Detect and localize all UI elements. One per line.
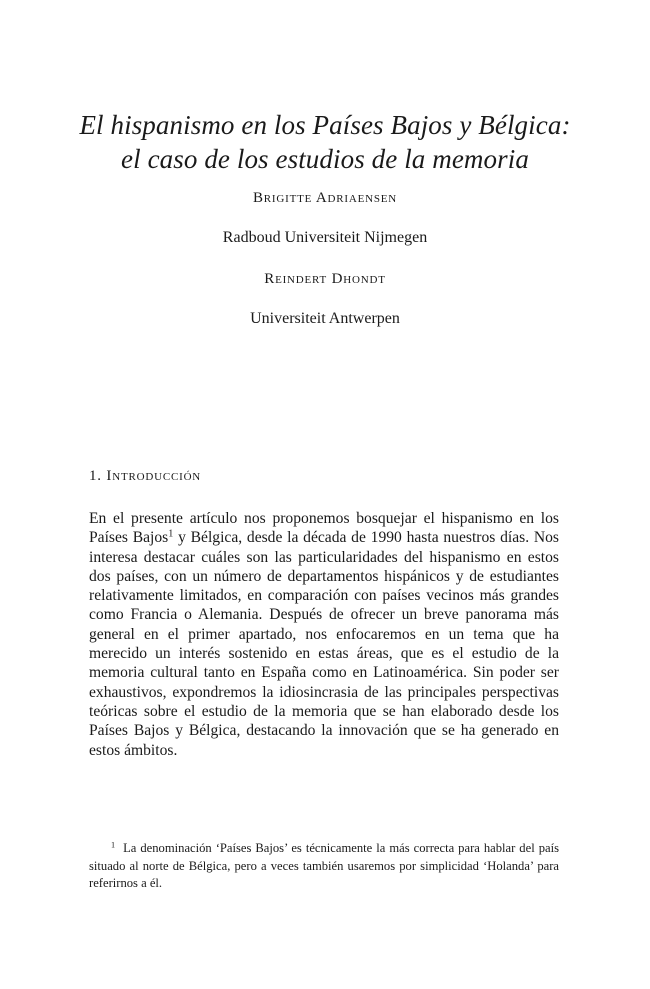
footnote-marker: 1 bbox=[111, 840, 116, 850]
article-title-line-2: el caso de los estudios de la memoria bbox=[121, 144, 529, 174]
footnote-text: La denominación ‘Países Bajos’ es técnicamente la más correcta para hablar del país situado al norte de Bélgica, pero a veces también usaremos por simplicidad ‘Holanda’ para referirnos a él. bbox=[89, 841, 559, 890]
body-paragraph-part-2: y Bélgica, desde la década de 1990 hasta nuestros días. Nos interesa destacar cuáles son las particularidades del hispanismo en estos dos países, con un número de departamentos hispánicos y de estudiantes relativamente limitados, en comparación con países vecinos más grandes como Francia o Alemania. Después de ofrecer un breve panorama más general en el primer apartado, nos enfocaremos en un tema que ha merecido un interés sostenido en estas áreas, que es el estudio de la memoria cultural tanto en España como en Latinoamérica. Sin poder ser exhaustivos, expondremos la idiosincrasia de las principales perspectivas teóricas sobre el estudio de la memoria que se han elaborado desde los Países Bajos y Bélgica, destacando la innovación que se ha generado en estos ámbitos. bbox=[89, 529, 560, 759]
body-paragraph-part-1: En el presente artículo nos proponemos bosquejar el hispanismo en los Países Bajos bbox=[89, 510, 559, 547]
author-affiliation-2: Universiteit Antwerpen bbox=[250, 310, 400, 327]
author-affiliation-1: Radboud Universiteit Nijmegen bbox=[222, 229, 428, 246]
author-name-2: Reindert Dhondt bbox=[264, 271, 386, 287]
body-paragraph bbox=[89, 509, 559, 760]
footnote-1 bbox=[89, 840, 559, 893]
article-title-line-1: El hispanismo en los Países Bajos y Bélgica: bbox=[79, 110, 571, 140]
section-heading: 1. Introducción bbox=[89, 468, 202, 484]
author-name-1: Brigitte Adriaensen bbox=[252, 190, 398, 206]
footnote-reference-1: 1 bbox=[168, 528, 174, 540]
